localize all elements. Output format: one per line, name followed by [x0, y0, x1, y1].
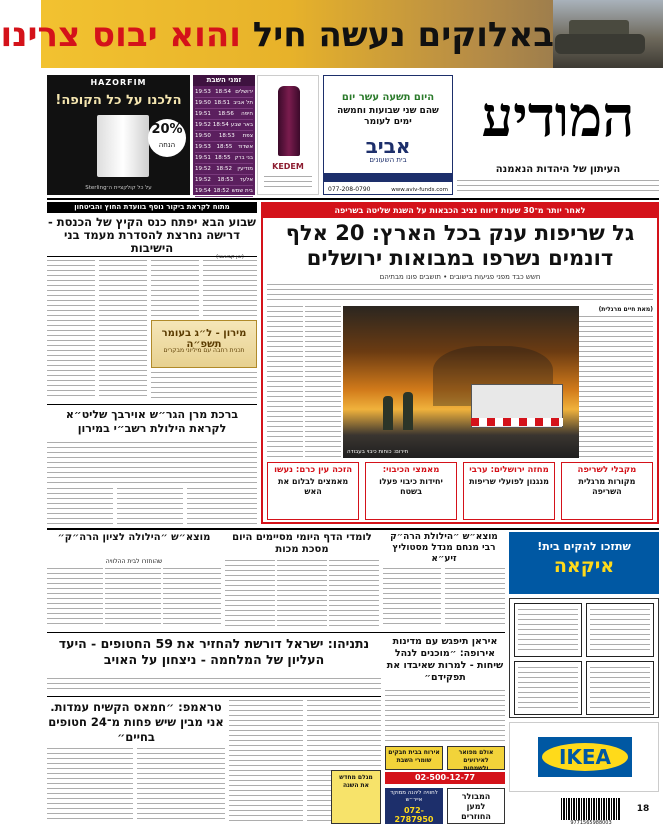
left-article-tag: (ינון קבאשני) [216, 254, 244, 260]
story-subbox-title: מחזה ירושלים: ערבי [469, 465, 549, 475]
shabbat-times-cell: 18:52 [213, 188, 230, 194]
shabbat-times-title: זמני השבת [193, 75, 255, 86]
bottom-ad-3-phone: 072-2787950 [394, 806, 434, 824]
story-subbox [365, 462, 457, 520]
left-article-text-3 [151, 260, 199, 316]
shabbat-times-row [195, 186, 253, 197]
shabbat-times-cell: 19:53 [195, 144, 211, 150]
ikea-ad-top[interactable] [509, 532, 659, 594]
bottom-ad-3[interactable] [385, 788, 443, 824]
story-subbox-title: מאמצי הכיבוי: [382, 465, 440, 475]
shabbat-times-row [195, 153, 253, 164]
shabbat-times-cell: בני ברק [234, 155, 253, 161]
hazorfim-logo: HAZORFIM [90, 78, 147, 87]
main-byline: (מאת חיים מרגלית) [598, 306, 653, 313]
shabbat-times-cell: 18:56 [218, 111, 234, 117]
main-text-left-2 [305, 306, 341, 458]
firefighter [383, 396, 393, 430]
main-story [261, 202, 659, 524]
shabbat-times-cell: 19:54 [195, 188, 211, 194]
shabbat-times-cell: 19:53 [195, 89, 211, 95]
shabbat-times-table [193, 86, 255, 198]
shabbat-times-cell: תל אביב [233, 100, 253, 106]
left-band: מתוח לקראת ביקור נוסף בוועדת החוץ והביטחון [47, 202, 257, 213]
aviv-logo-sub: בית השעונים [369, 156, 407, 164]
omer-count-head: היום תשעה עשר יום [341, 92, 435, 103]
bottom-phone-bar: 02-500-12-77 [385, 772, 505, 784]
shabbat-times-cell: 18:53 [218, 133, 235, 139]
main-text-left-1 [267, 306, 303, 458]
lower-headline-3: טראמפ: ״חמאס הקשיח עמדות. אני מבין שיש פחות מ־24 חטופים בחיים״ [48, 700, 224, 744]
shabbat-times-cell: אשדוד [237, 144, 253, 150]
shabbat-times-cell: חיפה [241, 111, 253, 117]
firefighter [403, 392, 413, 430]
story-subbox [463, 462, 555, 520]
left-article-text-4 [203, 260, 257, 316]
left-article-text-2 [99, 260, 147, 400]
story-subbox-text: יחידות כיבוי פעלו בשטח [379, 477, 443, 496]
bottom-ad-5-text: מגלם מחדש את השנה [339, 774, 373, 789]
lower-headline-1: נתניהו: ישראל דורשת להחזיר את 59 החטופים - היעד העליון של המלחמה - ניצחון על האויב [58, 636, 370, 667]
aviv-phone: 077-208-0790 [328, 186, 371, 193]
shabbat-times-cell: ירושלים [235, 89, 253, 95]
shabbat-times-cell: 18:54 [215, 89, 231, 95]
kedem-bottle [278, 86, 300, 156]
main-kicker: לאחר יותר מ־30 שעות דיווח נציב הכבאות על השגת שליטה בשריפה [263, 204, 657, 218]
main-sub: חשש כבד מפני פגיעות בישובים • תושבים פונו מבתיהם [379, 273, 541, 281]
meron-box [151, 320, 257, 368]
ikea-logo [538, 737, 632, 777]
aviv-logo: אביב [365, 134, 411, 158]
story-subbox [561, 462, 653, 520]
story-subbox-text: מנגנון לפועלי שריפות [469, 477, 549, 486]
fire-photo [343, 306, 579, 458]
ikea-logo-text: IKEA [558, 745, 612, 769]
shabbat-times-cell: אלעד [239, 177, 253, 183]
middle-col1-sub: שהוחזרו לבית ההלוויה [105, 558, 163, 565]
shabbat-times-cell: 18:55 [216, 144, 233, 150]
left-headline: שבוע הבא יפתח כנס הקיץ של הכנסת - דרישה נחרצת להסדרת מעמד בני הישיבות [47, 215, 256, 255]
shabbat-times-cell: 19:50 [195, 133, 211, 139]
shabbat-times-row [195, 131, 253, 142]
bottom-ad-1[interactable] [385, 746, 443, 770]
hazorfim-discount-label: הנחה [158, 141, 176, 149]
shabbat-times-cell: 18:54 [212, 122, 229, 128]
story-subbox-title: הזכה עין כרם: נעשו [274, 465, 353, 475]
hazorfim-ad[interactable] [47, 75, 190, 195]
shabbat-times-row [195, 120, 253, 131]
ikea-logo-box[interactable] [509, 722, 659, 792]
omer-count-sub: שהם שני שבועות וחמשה ימים לעומר [337, 106, 439, 127]
kedem-logo: KEDEM [272, 162, 304, 171]
page-number: 18 [636, 804, 650, 814]
shabbat-times-row [195, 142, 253, 153]
left-article-text-1 [47, 260, 95, 400]
banner-headline [0, 10, 554, 60]
shabbat-times-cell: 19:52 [195, 122, 211, 128]
shabbat-times-row [195, 164, 253, 175]
shabbat-times-cell: 19:52 [195, 177, 211, 183]
aviv-bar [324, 173, 452, 182]
shabbat-times-row [195, 87, 253, 98]
meron-title: מירון - ל״ג בעומר תשפ״ה [161, 328, 247, 350]
bottom-ad-1-text: אירוח בבית חבקים שומרי השבת [388, 749, 440, 764]
ikea-ad-title: שתזכו להקים בית! [537, 540, 631, 553]
hazorfim-discount: 20% [151, 122, 183, 137]
bottom-ad-5[interactable] [331, 770, 381, 824]
bottom-ad-2[interactable] [447, 746, 505, 770]
middle-col3-headline: מוצא״ש ״הילולת הרה״ק רבי מנחם מנדל מסטוליץ זיע״א [390, 532, 498, 564]
ikea-listings [509, 598, 659, 718]
hazorfim-discount-badge [148, 119, 186, 157]
shabbat-times-cell: 18:53 [217, 177, 234, 183]
bottom-ad-3-text: לחוויה ליהנה ממוקד אייר״ש [390, 790, 438, 803]
shabbat-times-cell: 18:51 [214, 100, 230, 106]
shabbat-times-cell: 19:52 [195, 166, 211, 172]
story-subbox [267, 462, 359, 520]
shabbat-times-cell: 19:51 [195, 111, 211, 117]
masthead-title: המודיע [481, 84, 635, 150]
ikea-ad-brand: איקאה [553, 555, 615, 577]
aviv-ad[interactable] [323, 75, 453, 195]
main-text-right [579, 316, 653, 458]
middle-col2-headline: לומדי הדף היומי מסיימים היום מסכת מכות [232, 532, 372, 555]
meron-sub: תכנית רחבה עם מיליוני מבקרים [163, 347, 245, 354]
aviv-web: www.aviv-funds.com [391, 187, 448, 193]
shabbat-times-cell: באר שבע [230, 122, 253, 128]
shabbat-times-cell: צפת [242, 133, 253, 139]
banner-headline-red: והוא יבוס צרינו [0, 15, 241, 55]
bottom-ad-4[interactable] [447, 788, 505, 824]
shabbat-times-row [195, 98, 253, 109]
main-subboxes [267, 462, 653, 520]
shabbat-times-cell: 18:55 [214, 155, 231, 161]
shabbat-times-row [195, 109, 253, 120]
fire-photo-caption: חירום: כוחות כיבוי בעבודה [347, 449, 409, 455]
shabbat-times-cell: 19:51 [195, 155, 211, 161]
shabbat-times-cell: מודיעין [237, 166, 253, 172]
bottom-ad-2-text: אולם מפואר לאירועים ולשמחות [458, 749, 494, 772]
left-second-headline: ברכת מרן הגר״ש אוירבך שליט״א לקראת הילולת רשב״י במירון [65, 408, 239, 435]
barcode [561, 798, 621, 820]
story-subbox-text: מקורות מרגלית השריפה [578, 477, 636, 496]
story-subbox-text: מאמצים לבלום את האש [277, 477, 349, 496]
hazorfim-sub: על כל קולקציית ה־Sterling [85, 185, 152, 191]
shabbat-times-row [195, 175, 253, 186]
barcode-number: 9771565988003 [570, 820, 612, 826]
banner-headline-black: באלוקים נעשה חיל [252, 15, 554, 55]
kedem-ad[interactable] [257, 75, 319, 195]
masthead [457, 70, 659, 198]
bottom-ad-4-text: המבולר למען החוזרים [461, 792, 491, 821]
main-headline: גל שריפות ענק בכל הארץ: 20 אלף דונמים נשרפו במבואות ירושלים [285, 221, 635, 270]
hazorfim-product [97, 115, 149, 177]
top-banner [0, 0, 663, 68]
shabbat-times-box [193, 75, 255, 195]
lower-headline-2: איראן תיפגש עם מדינות אירופה: ״מוכנים לנהל שיחות - למרות שאיבדו את תפקידם״ [386, 636, 504, 683]
shabbat-times-cell: 18:52 [216, 166, 233, 172]
middle-col1-headline: מוצא״ש ״הילולה לציון הרה״ק״ [57, 532, 211, 543]
story-subbox-title: מקבלי לשריפה [577, 465, 637, 475]
masthead-tagline: העיתון של היהדות הנאמנה [495, 164, 621, 175]
hazorfim-slogan: הלכנו על כל הקופה! [55, 93, 182, 108]
shabbat-times-cell: בית שמש [231, 188, 253, 194]
shabbat-times-cell: 19:50 [195, 100, 211, 106]
